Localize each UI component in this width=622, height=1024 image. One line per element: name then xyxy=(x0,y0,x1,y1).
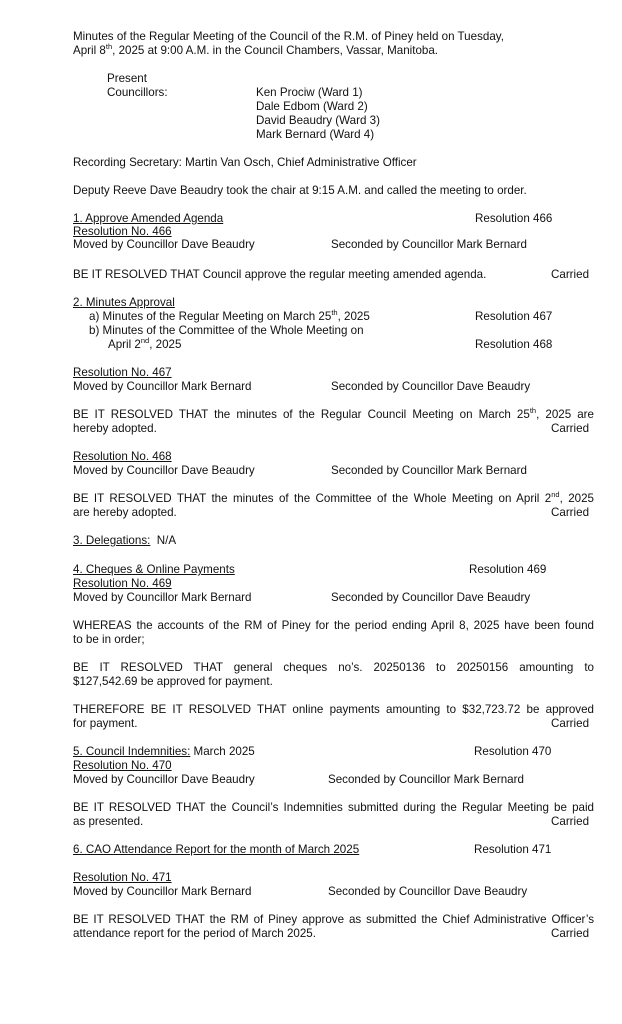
resolution-471-text-line-2: attendance report for the period of March 2025. xyxy=(73,927,316,940)
section-3-delegations xyxy=(73,534,176,547)
section-5-period: March 2025 xyxy=(193,745,255,758)
cheques-line-1: BE IT RESOLVED THAT general cheques no’s. 20250136 to 20250156 amounting to xyxy=(73,661,594,674)
section-1-heading: 1. Approve Amended Agenda xyxy=(73,212,224,225)
councillor-1: Ken Prociw (Ward 1) xyxy=(256,86,363,99)
councillor-3: David Beaudry (Ward 3) xyxy=(256,114,380,127)
present-label: Present xyxy=(107,72,147,85)
resolution-471-seconded: Seconded by Councillor Dave Beaudry xyxy=(328,885,528,898)
resolution-467-seconded: Seconded by Councillor Dave Beaudry xyxy=(331,380,531,393)
resolution-471-carried: Carried xyxy=(551,927,590,940)
section-3-value: N/A xyxy=(156,534,177,547)
chair-statement: Deputy Reeve Dave Beaudry took the chair at 9:15 A.M. and called the meeting to order. xyxy=(73,184,527,197)
section-1-resolution: Resolution 466 xyxy=(475,212,553,225)
resolution-466-text: BE IT RESOLVED THAT Council approve the regular meeting amended agenda. xyxy=(73,268,487,281)
section-4-heading: 4. Cheques & Online Payments xyxy=(73,563,235,576)
resolution-468-moved: Moved by Councillor Dave Beaudry xyxy=(73,464,255,477)
section-4-resolution: Resolution 469 xyxy=(469,563,547,576)
minutes-item-b-line-1: b) Minutes of the Committee of the Whole Meeting on xyxy=(89,324,364,337)
councillor-2: Dale Edbom (Ward 2) xyxy=(256,100,368,113)
resolution-468-text-line-2: are hereby adopted. xyxy=(73,506,177,519)
resolution-470-seconded: Seconded by Councillor Mark Bernard xyxy=(328,773,524,786)
resolution-468-text-line-1: BE IT RESOLVED THAT the minutes of the Committee of the Whole Meeting on April 2nd, 2025 xyxy=(73,490,594,505)
councillor-4: Mark Bernard (Ward 4) xyxy=(256,128,375,141)
resolution-466-carried: Carried xyxy=(551,268,590,281)
resolution-470-text-line-1: BE IT RESOLVED THAT the Council’s Indemnities submitted during the Regular Meeting be paid xyxy=(73,801,594,814)
resolution-471-text-line-1: BE IT RESOLVED THAT the RM of Piney approve as submitted the Chief Administrative Officer’s xyxy=(73,913,594,926)
cheques-line-2: $127,542.69 be approved for payment. xyxy=(73,675,273,688)
resolution-470-number: Resolution No. 470 xyxy=(73,759,172,772)
resolution-470-carried: Carried xyxy=(551,815,590,828)
minutes-item-a: a) Minutes of the Regular Meeting on March 25th, 2025 xyxy=(89,308,370,323)
header-line-2: April 8th, 2025 at 9:00 A.M. in the Council Chambers, Vassar, Manitoba. xyxy=(73,42,439,57)
resolution-468-carried: Carried xyxy=(551,506,590,519)
resolution-469-moved: Moved by Councillor Mark Bernard xyxy=(73,591,252,604)
minutes-item-b-resolution: Resolution 468 xyxy=(475,338,553,351)
resolution-467-moved: Moved by Councillor Mark Bernard xyxy=(73,380,252,393)
minutes-item-a-resolution: Resolution 467 xyxy=(475,310,553,323)
minutes-item-b-line-2: April 2nd, 2025 xyxy=(108,336,182,351)
section-6-resolution: Resolution 471 xyxy=(474,843,552,856)
whereas-line-1: WHEREAS the accounts of the RM of Piney for the period ending April 8, 2025 have been found xyxy=(73,619,594,632)
resolution-469-carried: Carried xyxy=(551,717,590,730)
resolution-470-moved: Moved by Councillor Dave Beaudry xyxy=(73,773,255,786)
section-2-heading: 2. Minutes Approval xyxy=(73,296,175,309)
recording-secretary: Recording Secretary: Martin Van Osch, Chief Administrative Officer xyxy=(73,156,417,169)
section-5-resolution: Resolution 470 xyxy=(474,745,552,758)
resolution-471-number: Resolution No. 471 xyxy=(73,871,172,884)
resolution-467-text-line-1: BE IT RESOLVED THAT the minutes of the Regular Council Meeting on March 25th, 2025 are xyxy=(73,406,594,421)
section-3-heading: 3. Delegations: xyxy=(73,534,151,547)
section-5-title xyxy=(73,745,255,758)
resolution-467-number: Resolution No. 467 xyxy=(73,366,172,379)
resolution-470-text-line-2: as presented. xyxy=(73,815,144,828)
resolution-469-seconded: Seconded by Councillor Dave Beaudry xyxy=(331,591,531,604)
whereas-line-2: to be in order; xyxy=(73,633,145,646)
resolution-466-seconded: Seconded by Councillor Mark Bernard xyxy=(331,238,527,251)
councillors-label: Councillors: xyxy=(107,86,168,99)
header-line-1: Minutes of the Regular Meeting of the Council of the R.M. of Piney held on Tuesday, xyxy=(73,30,504,43)
resolution-468-seconded: Seconded by Councillor Mark Bernard xyxy=(331,464,527,477)
section-6-heading: 6. CAO Attendance Report for the month of March 2025 xyxy=(73,843,360,856)
resolution-471-moved: Moved by Councillor Mark Bernard xyxy=(73,885,252,898)
section-5-heading: 5. Council Indemnities: xyxy=(73,745,191,758)
resolution-468-number: Resolution No. 468 xyxy=(73,450,172,463)
resolution-467-text-line-2: hereby adopted. xyxy=(73,422,157,435)
online-payments-line-2: for payment. xyxy=(73,717,138,730)
resolution-466-number: Resolution No. 466 xyxy=(73,225,172,238)
online-payments-line-1: THEREFORE BE IT RESOLVED THAT online payments amounting to $32,723.72 be approved xyxy=(73,703,594,716)
resolution-467-carried: Carried xyxy=(551,422,590,435)
resolution-466-moved: Moved by Councillor Dave Beaudry xyxy=(73,238,255,251)
resolution-469-number: Resolution No. 469 xyxy=(73,577,172,590)
